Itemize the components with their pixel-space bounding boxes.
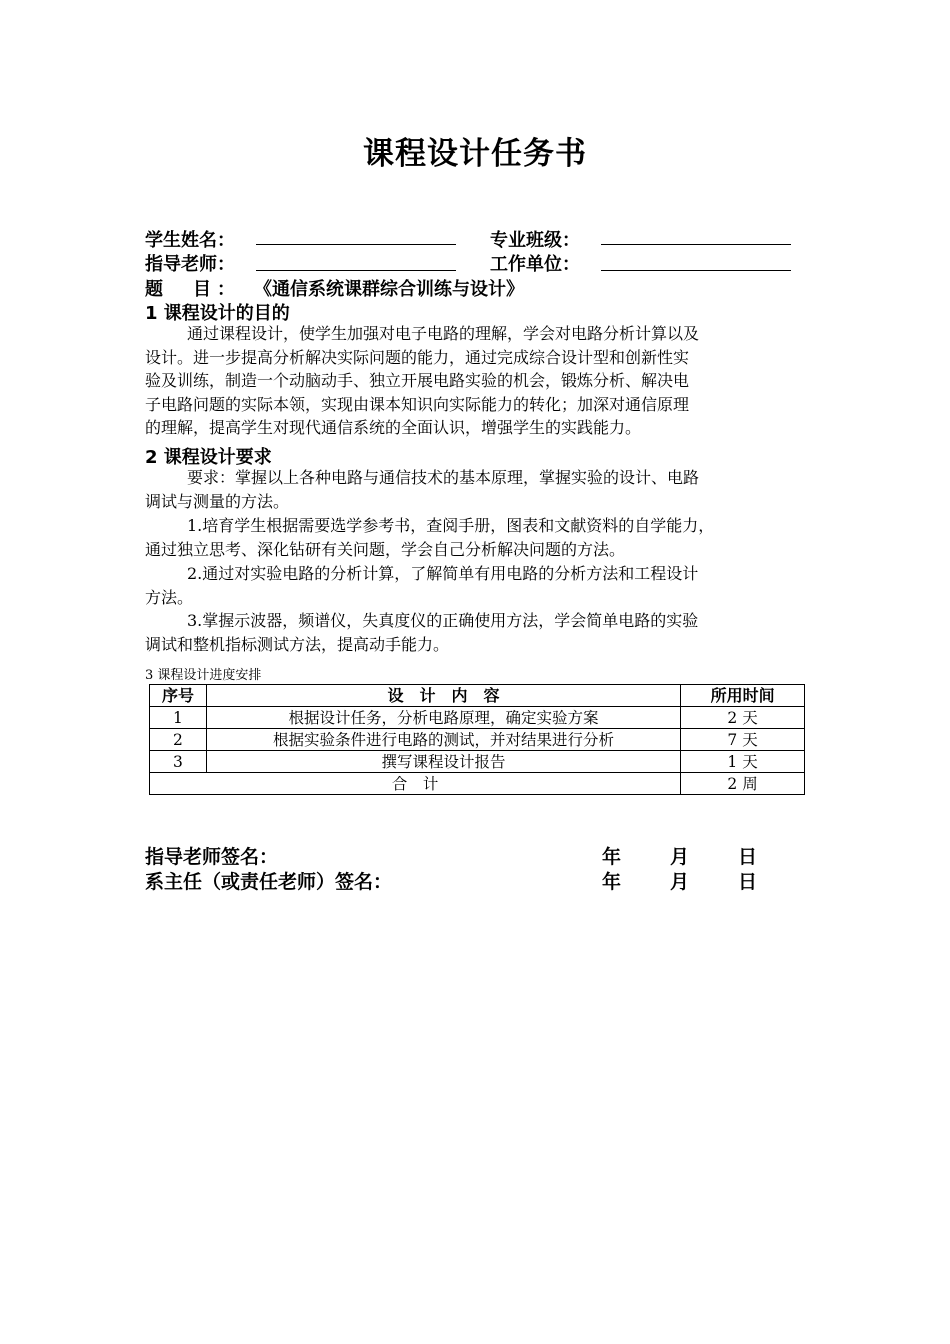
table-total-row <box>150 773 805 795</box>
work-unit-field[interactable] <box>601 270 791 271</box>
topic-label: 题 目： <box>145 279 241 300</box>
cell-content: 根据实验条件进行电路的测试，并对结果进行分析 <box>206 729 680 751</box>
director-sign-month: 月 <box>670 871 690 893</box>
schedule-table <box>149 684 805 795</box>
requirement-item-3 <box>145 609 813 656</box>
cell-index: 2 <box>150 729 207 751</box>
requirement-line: 1.培育学生根据需要选学参考书，查阅手册，图表和文献资料的自学能力， <box>187 516 715 535</box>
section1-line: 验及训练，制造一个动脑动手、独立开展电路实验的机会，锻炼分析、解决电 <box>145 371 690 390</box>
cell-content: 根据设计任务，分析电路原理，确定实验方案 <box>206 707 680 729</box>
teacher-sign-day: 日 <box>738 846 758 868</box>
major-class-field[interactable] <box>601 244 791 245</box>
cell-time: 7 天 <box>681 729 805 751</box>
student-name-label: 学生姓名： <box>145 230 235 251</box>
header-time: 所用时间 <box>681 685 805 707</box>
section1-line: 的理解，提高学生对现代通信系统的全面认识，增强学生的实践能力。 <box>145 418 642 437</box>
total-label: 合 计 <box>150 773 681 795</box>
section3-heading: 3 课程设计进度安排 <box>145 668 262 683</box>
teacher-field[interactable] <box>256 270 456 271</box>
table-header-row <box>150 685 805 707</box>
cell-time: 1 天 <box>681 751 805 773</box>
header-content: 设 计 内 容 <box>206 685 680 707</box>
cell-time: 2 天 <box>681 707 805 729</box>
section2-requirements <box>145 466 813 513</box>
teacher-sign-year: 年 <box>602 846 622 868</box>
total-value: 2 周 <box>681 773 805 795</box>
teacher-label: 指导老师： <box>145 254 235 275</box>
section1-line: 子电路问题的实际本领，实现由课本知识向实际能力的转化；加深对通信原理 <box>145 394 690 414</box>
requirement-line: 调试与测量的方法。 <box>145 491 290 511</box>
section1-line: 通过课程设计，使学生加强对电子电路的理解，学会对电路分析计算以及 <box>187 324 700 343</box>
student-name-field[interactable] <box>256 244 456 245</box>
director-sign-day: 日 <box>738 871 758 893</box>
requirement-line: 3.掌握示波器，频谱仪，失真度仪的正确使用方法，学会简单电路的实验 <box>187 611 699 630</box>
director-signature-label: 系主任（或责任老师）签名： <box>145 871 393 893</box>
section2-heading: 2 课程设计要求 <box>145 447 272 468</box>
cell-index: 3 <box>150 751 207 773</box>
requirement-line: 通过独立思考、深化钻研有关问题，学会自己分析解决问题的方法。 <box>145 539 626 559</box>
work-unit-label: 工作单位： <box>490 254 580 275</box>
requirement-item-1 <box>145 514 813 561</box>
table-row <box>150 751 805 773</box>
topic-value: 《通信系统课群综合训练与设计》 <box>254 279 524 300</box>
teacher-signature-label: 指导老师签名： <box>145 846 279 868</box>
director-sign-year: 年 <box>602 871 622 893</box>
teacher-sign-month: 月 <box>670 846 690 868</box>
header-index: 序号 <box>150 685 207 707</box>
requirement-line: 调试和整机指标测试方法，提高动手能力。 <box>145 634 450 654</box>
requirement-item-2 <box>145 562 813 609</box>
requirement-line: 2.通过对实验电路的分析计算，了解简单有用电路的分析方法和工程设计 <box>187 564 699 583</box>
section1-line: 设计。进一步提高分析解决实际问题的能力，通过完成综合设计型和创新性实 <box>145 347 690 367</box>
table-row <box>150 729 805 751</box>
requirement-line: 要求：掌握以上各种电路与通信技术的基本原理，掌握实验的设计、电路 <box>187 468 700 487</box>
section1-heading: 1 课程设计的目的 <box>145 303 290 324</box>
requirement-line: 方法。 <box>145 587 194 607</box>
cell-index: 1 <box>150 707 207 729</box>
major-class-label: 专业班级： <box>490 230 580 251</box>
cell-content: 撰写课程设计报告 <box>206 751 680 773</box>
table-row <box>150 707 805 729</box>
document-title: 课程设计任务书 <box>363 136 587 172</box>
section1-body <box>145 322 813 440</box>
